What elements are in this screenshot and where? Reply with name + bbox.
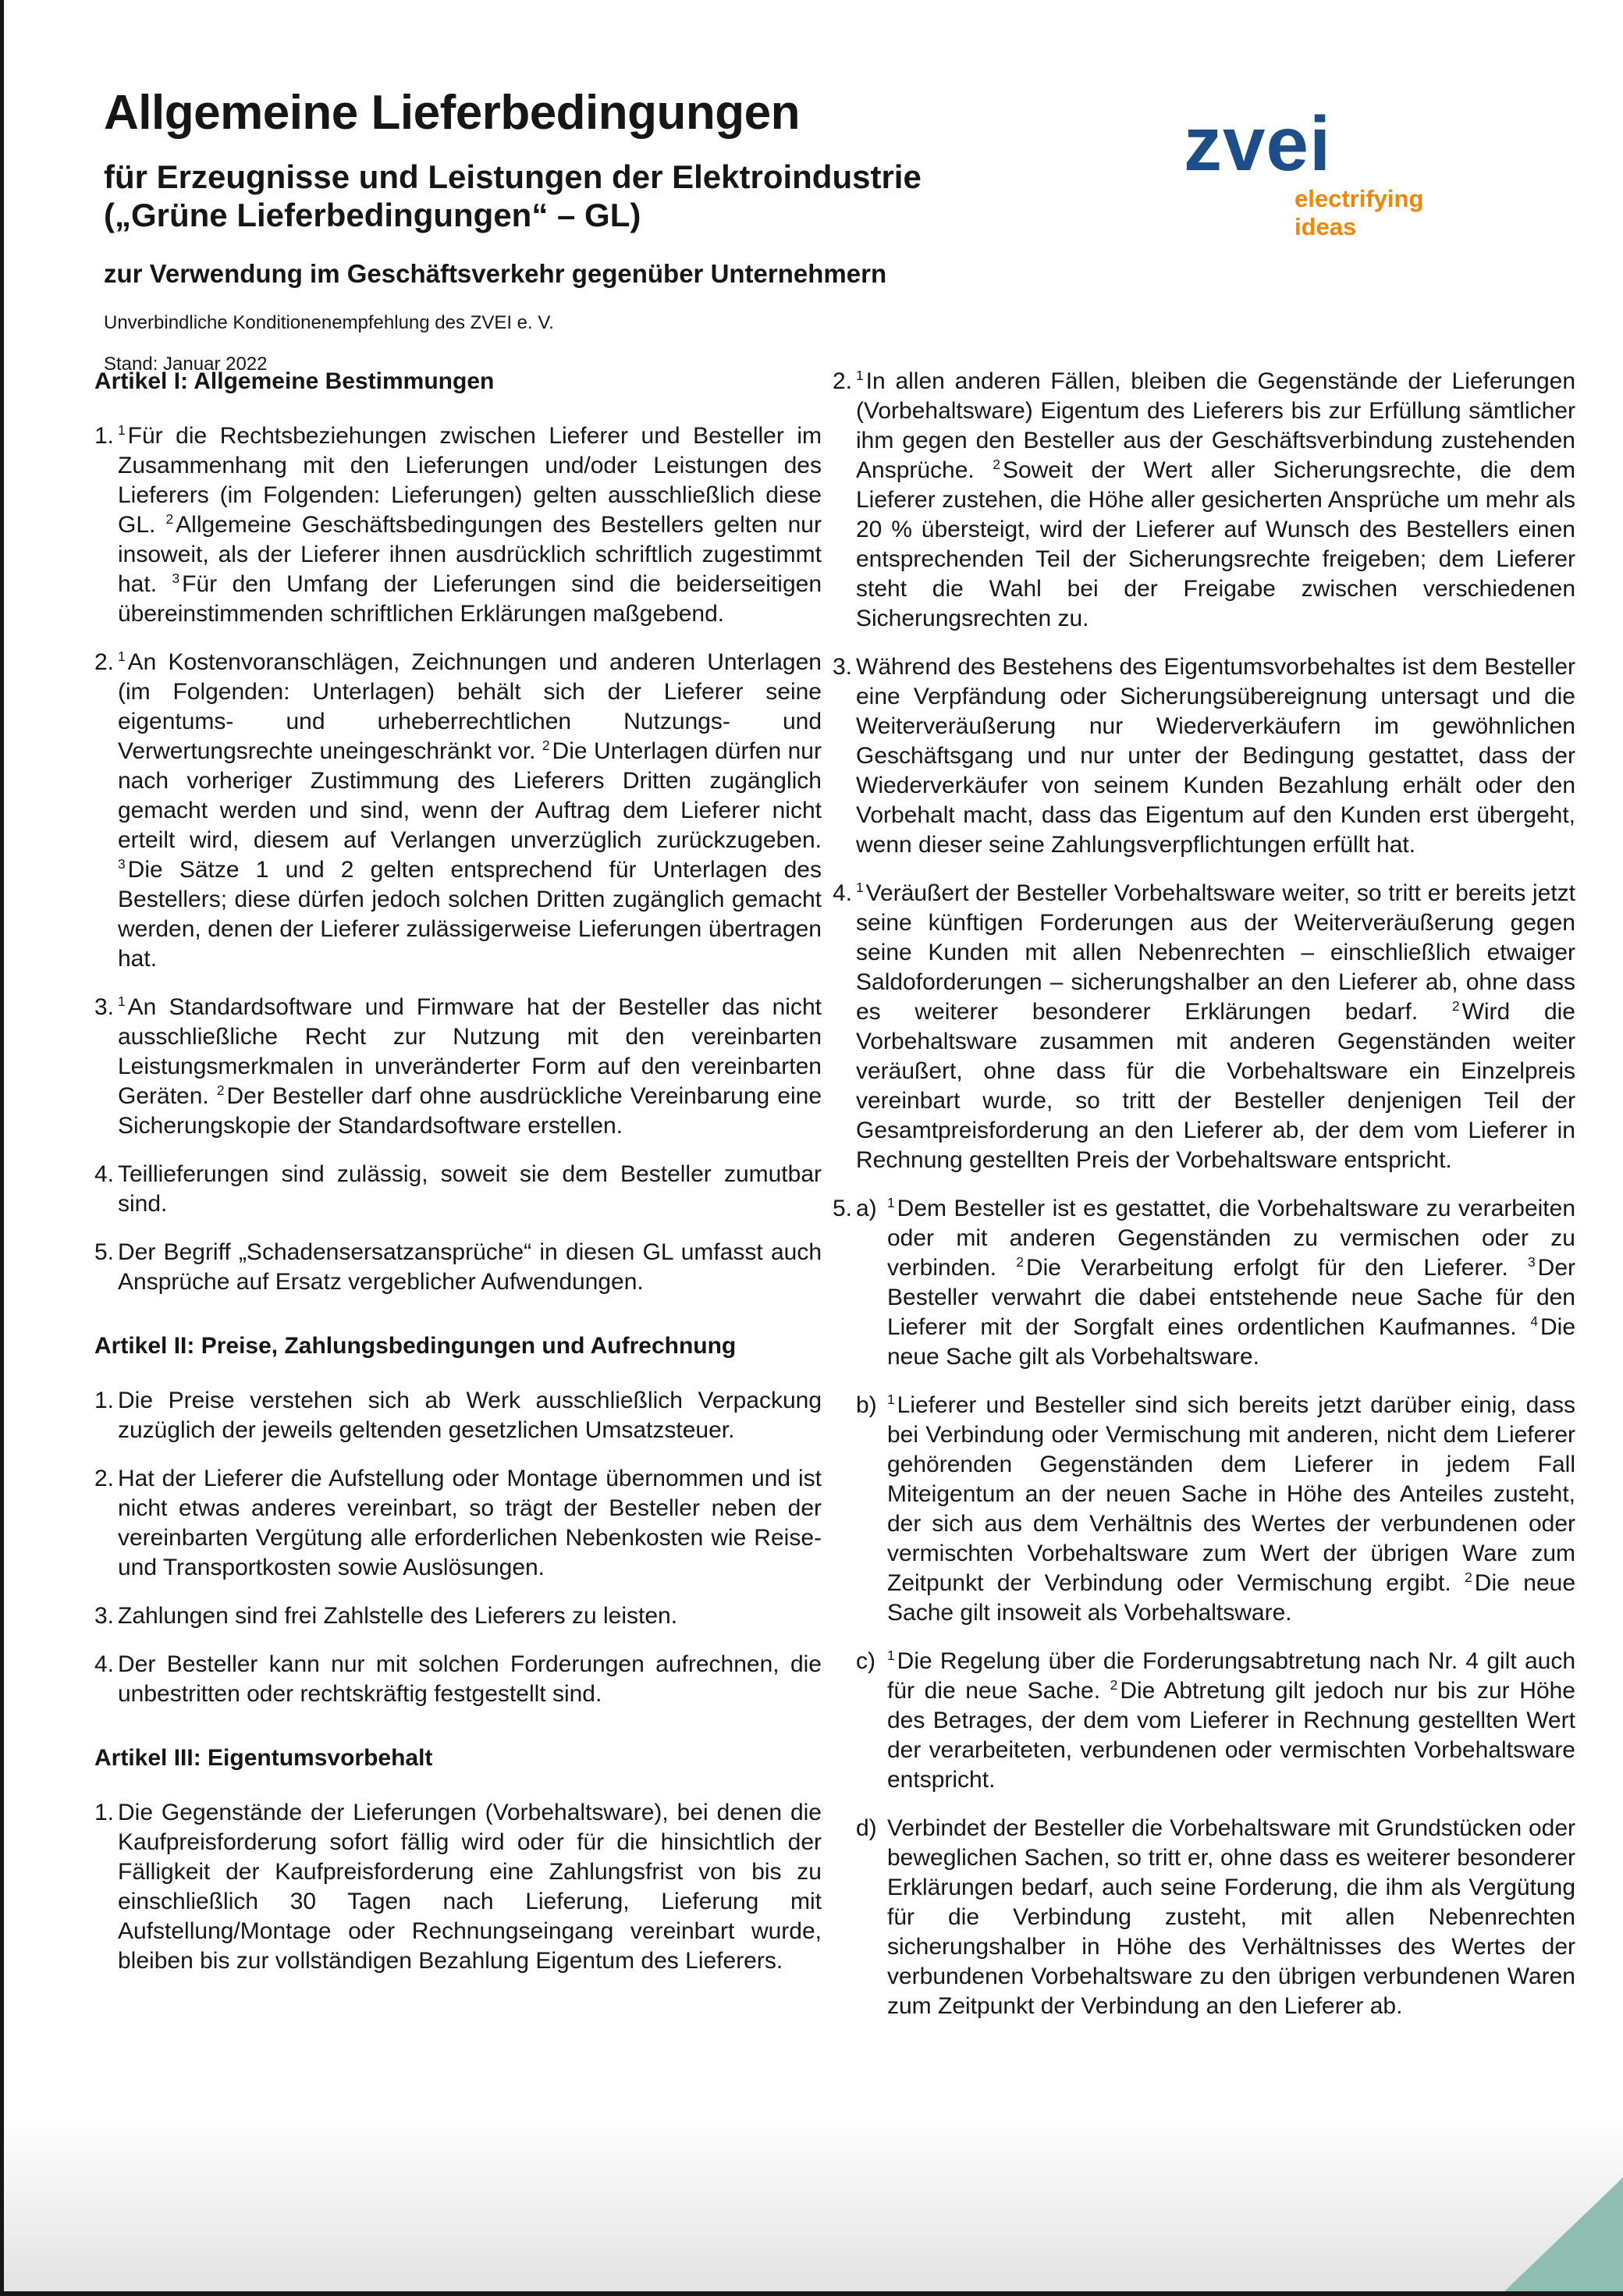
sentence-number: 2 <box>1110 1677 1118 1693</box>
clause-text: $^1$ An Kostenvoranschlägen, Zeichnungen und anderen Unterlagen (im Folgenden: Unterlagen) behält sich der Lieferer seine eigentums- und urheberrechtlichen Nutzungs- und Verwertungsrechte uneingeschränkt vor. $^2$ Die Unterlagen dürfen nur nach vorheriger Zustimmung des Lieferers Dritten zugänglich gemacht werden und sind, wenn der Auftrag dem Lieferer nicht erteilt wird, diesem auf Verlangen unverzüglich zurückzugeben. $^3$ Die Sätze 1 und 2 gelten entsprechend für Unterlagen des Bestellers; diese dürfen jedoch solchen Dritten zugänglich gemacht werden, denen der Lieferer zulässigerweise Lieferungen übertragen hat. <box>118 649 822 972</box>
clause-text: Die Preise verstehen sich ab Werk ausschließlich Verpackung zuzüglich der jeweils geltenden gesetzlichen Umsatzsteuer. <box>118 1388 822 1443</box>
clause-number: 2. <box>833 368 853 394</box>
sentence-number: 3 <box>172 570 180 586</box>
bottom-gradient <box>4 2112 1623 2291</box>
sentence-number: 1 <box>856 880 864 895</box>
sentence-number: 3 <box>1527 1254 1536 1270</box>
subtitle-line-2: („Grüne Lieferbedingungen“ – GL) <box>104 196 641 233</box>
article-heading: Artikel I: Allgemeine Bestimmungen <box>94 368 495 394</box>
clause-item <box>833 1194 1575 1372</box>
date-stamp: Stand: Januar 2022 <box>104 353 268 375</box>
clause-letter: d) <box>856 1815 877 1841</box>
sentence-number: 2 <box>216 1082 225 1098</box>
sentence-number: 1 <box>856 368 864 383</box>
subtitle-line-1: für Erzeugnisse und Leistungen der Elektroindustrie <box>104 158 922 196</box>
tagline-line-1: electrifying <box>1294 185 1424 213</box>
clause-text: Zahlungen sind frei Zahlstelle des Lieferers zu leisten. <box>118 1603 678 1629</box>
clause-item <box>94 648 822 974</box>
sentence-number: 1 <box>118 649 126 664</box>
sentence-number: 2 <box>1016 1254 1024 1270</box>
clause-number: 3. <box>94 1603 115 1629</box>
clause-number: 1. <box>94 1388 115 1413</box>
clause-item <box>833 367 1575 634</box>
clause-text: $^1$ Für die Rechtsbeziehungen zwischen Lieferer und Besteller im Zusammenhang mit den Lieferungen und/oder Leistungen des Lieferers (im Folgenden: Lieferungen) gelten ausschließlich diese GL. $^2$ Allgemeine Geschäftsbedingungen des Bestellers gelten nur insoweit, als der Lieferer ihnen ausdrücklich schriftlich zugestimmt hat. $^3$ Für den Umfang der Lieferungen sind die beiderseitigen übereinstimmenden schriftlichen Erklärungen maßgebend. <box>118 422 822 627</box>
article-heading: Artikel III: Eigentumsvorbehalt <box>94 1745 433 1771</box>
clause-text: Die Gegenstände der Lieferungen (Vorbehaltsware), bei denen die Kaufpreisforderung sofort fällig wird oder für die hinsichtlich der Fälligkeit der Kaufpreisforderung eine Zahlungsfrist von bis zu einschließlich 30 Tagen nach Lieferung, Lieferung mit Aufstellung/Montage oder Rechnungseingang vereinbart wurde, bleiben bis zur vollständigen Bezahlung Eigentum des Lieferers. <box>118 1800 822 1974</box>
clause-text: $^1$ An Standardsoftware und Firmware hat der Besteller das nicht ausschließliche Recht zur Nutzung mit den vereinbarten Leistungsmerkmalen in unveränderter Form auf den vereinbarten Geräten. $^2$ Der Besteller darf ohne ausdrückliche Vereinbarung eine Sicherungskopie der Standardsoftware erstellen. <box>118 993 822 1139</box>
clause-number: 4. <box>833 880 853 906</box>
clause-item <box>94 1160 822 1219</box>
sentence-number: 2 <box>993 457 1000 472</box>
zvei-logo <box>1184 101 1424 241</box>
clause-text: Hat der Lieferer die Aufstellung oder Montage übernommen und ist nicht etwas anderes vereinbart, so trägt der Besteller neben der vereinbarten Vergütung alle erforderlichen Nebenkosten wie Reise- und Transportkosten sowie Auslösungen. <box>118 1466 822 1580</box>
clause-letter: b) <box>856 1392 877 1418</box>
clause-number: 1. <box>94 423 115 449</box>
sentence-number: 2 <box>1451 998 1460 1014</box>
sentence-number: 1 <box>118 422 126 438</box>
sentence-number: 1 <box>887 1647 895 1663</box>
sentence-number: 3 <box>118 856 126 872</box>
clause-letter: c) <box>856 1648 875 1674</box>
clause-number: 4. <box>94 1161 115 1187</box>
sentence-number: 2 <box>1465 1569 1472 1585</box>
clause-item <box>94 1798 822 1976</box>
clause-item <box>833 879 1575 1175</box>
clause-number: 3. <box>94 994 115 1020</box>
clause-number: 1. <box>94 1800 115 1825</box>
article-heading: Artikel II: Preise, Zahlungsbedingungen und Aufrechnung <box>94 1333 737 1359</box>
clause-text: Während des Bestehens des Eigentumsvorbehaltes ist dem Besteller eine Verpfändung oder Sicherungsübereignung untersagt und die Weiterveräußerung nur Wiederverkäufern im gewöhnlichen Geschäftsgang und nur unter der Bedingung gestattet, dass der Wiederverkäufer von seinem Kunden Bezahlung erhält oder den Vorbehalt macht, dass das Eigentum auf den Kunden erst übergeht, wenn dieser seine Zahlungsverpflichtungen erfüllt hat. <box>856 654 1575 858</box>
clause-text: $^1$ Dem Besteller ist es gestattet, die Vorbehaltsware zu verarbeiten oder mit anderen Gegenständen zu vermischen oder zu verbinden. $^2$ Die Verarbeitung erfolgt für den Lieferer. $^3$ Der Besteller verwahrt die dabei entstehende neue Sache für den Lieferer mit der Sorgfalt eines ordentlichen Kaufmannes. $^4$ Die neue Sache gilt als Vorbehaltsware. <box>887 1195 1575 1370</box>
clause-text: Verbindet der Besteller die Vorbehaltsware mit Grundstücken oder beweglichen Sachen, so tritt er, ohne dass es weiterer besonderer Erklärungen bedarf, auch seine Forderung, die ihm als Vergütung für die Verbindung zusteht, mit allen Nebenrechten sicherungshalber in Höhe des Verhältnisses des Wertes der verbundenen Vorbehaltsware zu den übrigen verbundenen Waren zum Zeitpunkt der Verbindung an den Lieferer ab. <box>887 1815 1575 2019</box>
clause-text: $^1$ Die Regelung über die Forderungsabtretung nach Nr. 4 gilt auch für die neue Sache. $^2$ Die Abtretung gilt jedoch nur bis zur Höhe des Betrages, der dem vom Lieferer in Rechnung gestellten Wert der verarbeiteten, verbundenen oder vermischten Vorbehaltsware entspricht. <box>887 1647 1575 1793</box>
clause-item <box>833 652 1575 860</box>
page-title: Allgemeine Lieferbedingungen <box>104 86 800 140</box>
clause-text: $^1$ Lieferer und Besteller sind sich bereits jetzt darüber einig, dass bei Verbindung oder Vermischung mit anderen, nicht dem Lieferer gehörenden Gegenständen dem Lieferer in jedem Fall Miteigentum an der neuen Sache in Höhe des Anteiles zusteht, der sich aus dem Verhältnis des Wertes der verbundenen oder vermischten Vorbehaltsware zum Wert der übrigen Ware zum Zeitpunkt der Verbindung oder Vermischung ergibt. $^2$ Die neue Sache gilt insoweit als Vorbehaltsware. <box>887 1391 1576 1626</box>
clause-text: Der Begriff „Schadensersatzansprüche“ in diesen GL umfasst auch Ansprüche auf Ersatz vergeblicher Aufwendungen. <box>118 1239 822 1295</box>
clause-number <box>833 1647 856 1795</box>
clause-item <box>94 993 822 1141</box>
corner-triangle-decoration <box>1504 2177 1623 2291</box>
clause-number: 3. <box>833 654 853 680</box>
clause-number <box>833 1391 856 1628</box>
column-left <box>94 367 822 1995</box>
clause-item <box>94 1386 822 1445</box>
clause-text: $^1$ In allen anderen Fällen, bleiben die Gegenstände der Lieferungen (Vorbehaltsware) Eigentum des Lieferers bis zur Erfüllung sämtlicher ihm gegen den Besteller aus der Geschäftsverbindung zustehenden Ansprüche. $^2$ Soweit der Wert aller Sicherungsrechte, die dem Lieferer zustehen, die Höhe aller gesicherten Ansprüche um mehr als 20 % übersteigt, wird der Lieferer auf Wunsch des Bestellers einen entsprechenden Teil der Sicherungsrechte freigeben; dem Lieferer steht die Wahl bei der Freigabe zwischen verschiedenen Sicherungsrechten zu. <box>856 368 1575 631</box>
clause-item <box>94 1238 822 1297</box>
usage-note: zur Verwendung im Geschäftsverkehr gegenüber Unternehmern <box>104 258 887 288</box>
sentence-number: 2 <box>165 511 174 527</box>
zvei-tagline <box>1294 185 1423 241</box>
document-header <box>104 87 1134 376</box>
clause-item <box>94 1650 822 1709</box>
clause-item <box>833 1391 1575 1628</box>
recommendation-note: Unverbindliche Konditionenempfehlung des ZVEI e. V. <box>104 312 554 334</box>
column-right <box>833 367 1575 2040</box>
sentence-number: 4 <box>1530 1313 1538 1329</box>
clause-number: 4. <box>94 1651 115 1677</box>
clause-item <box>94 421 822 629</box>
clause-number <box>833 1814 856 2021</box>
clause-item <box>833 1814 1575 2021</box>
sentence-number: 1 <box>118 993 126 1009</box>
clause-letter: a) <box>856 1196 877 1221</box>
clause-item <box>94 1464 822 1583</box>
clause-number: 2. <box>94 649 115 675</box>
sentence-number: 1 <box>887 1391 895 1407</box>
clause-item <box>833 1647 1575 1795</box>
sentence-number: 1 <box>887 1195 895 1210</box>
clause-number: 5. <box>833 1196 853 1221</box>
clause-text: Teillieferungen sind zulässig, soweit sie dem Besteller zumutbar sind. <box>118 1161 822 1217</box>
sentence-number: 2 <box>542 737 550 753</box>
zvei-wordmark: zvei <box>1184 101 1332 187</box>
clause-number: 2. <box>94 1466 115 1491</box>
clause-text: Der Besteller kann nur mit solchen Forderungen aufrechnen, die unbestritten oder rechtskräftig festgestellt sind. <box>118 1651 822 1707</box>
tagline-line-2: ideas <box>1294 213 1357 241</box>
document-subtitle <box>104 158 1134 234</box>
clause-text: $^1$ Veräußert der Besteller Vorbehaltsware weiter, so tritt er bereits jetzt seine künftigen Forderungen aus der Weiterveräußerung gegen seine Kunden mit allen Nebenrechten – einschließlich etwaiger Saldoforderungen – sicherungshalber an den Lieferer ab, ohne dass es weiterer besonderer Erklärungen bedarf. $^2$ Wird die Vorbehaltsware zusammen mit anderen Gegenständen weiter veräußert, ohne dass für die Vorbehaltsware ein Einzelpreis vereinbart wurde, so tritt der Besteller denjenigen Teil der Gesamtpreisforderung an den Lieferer ab, der dem vom Lieferer in Rechnung gestellten Preis der Vorbehaltsware entspricht. <box>856 880 1575 1173</box>
clause-number: 5. <box>94 1239 115 1265</box>
clause-item <box>94 1601 822 1631</box>
